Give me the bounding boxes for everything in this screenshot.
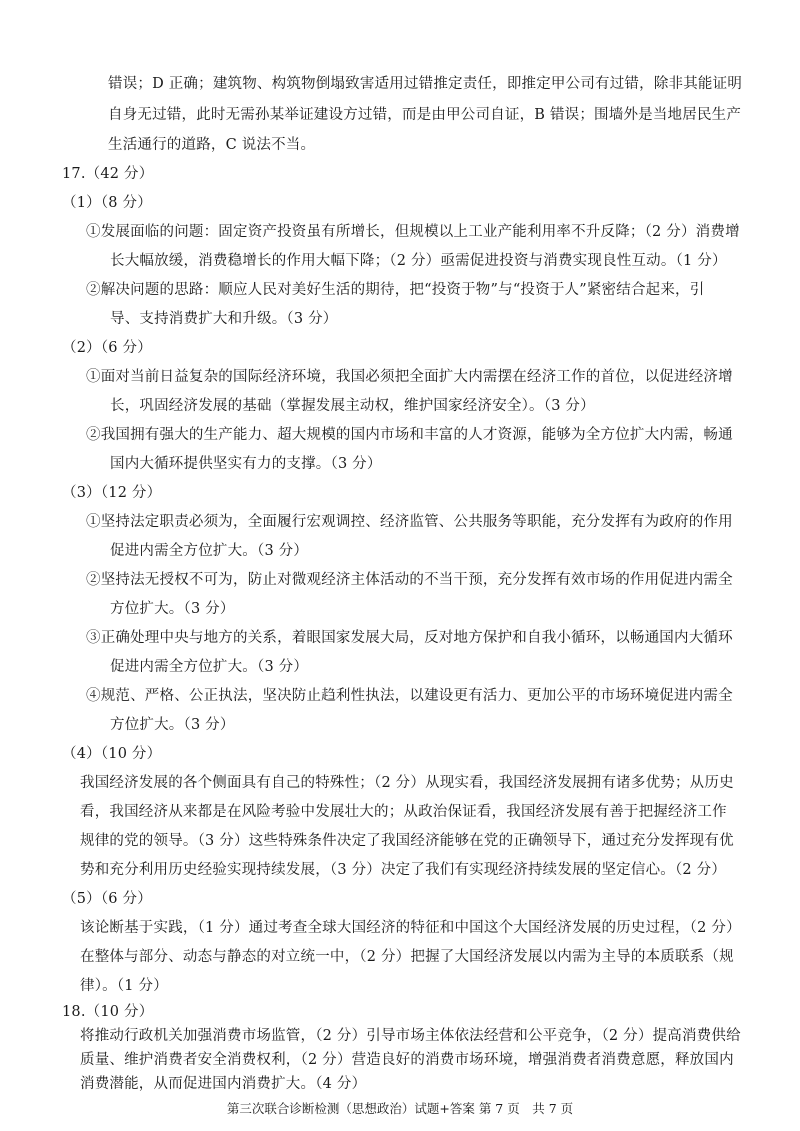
- q17-part3-point1-line1: ①坚持法定职责必须为，全面履行宏观调控、经济监管、公共服务等职能，充分发挥有为政府的作用: [86, 514, 733, 530]
- q17-part3-point4-line2: 方位扩大。（3 分）: [110, 717, 235, 733]
- q17-part2-label: （2）（6 分）: [62, 340, 152, 356]
- q17-part4-line4: 势和充分利用历史经验实现持续发展，（3 分）决定了我们有实现经济持续发展的坚定信心。（2 分）: [80, 862, 727, 878]
- q17-part3-point3-line1: ③正确处理中央与地方的关系，着眼国家发展大局，反对地方保护和自我小循环，以畅通国内大循环: [86, 630, 733, 646]
- q17-part3-point4-line1: ④规范、严格、公正执法，坚决防止趋利性执法，以建设更有活力、更加公平的市场环境促进内需全: [86, 688, 733, 704]
- q17-part1-point2-line2: 导、支持消费扩大和升级。（3 分）: [110, 311, 338, 327]
- q18-line2: 质量、维护消费者安全消费权利，（2 分）营造良好的消费市场环境，增强消费者消费意愿，释放国内: [80, 1052, 734, 1068]
- q17-part2-point2-line2: 国内大循环提供坚实有力的支撑。（3 分）: [110, 456, 382, 472]
- q17-part3-point1-line2: 促进内需全方位扩大。（3 分）: [110, 543, 309, 559]
- q18-line1: 将推动行政机关加强消费市场监管，（2 分）引导市场主体依法经营和公平竞争，（2 分）提高消费供给: [80, 1028, 741, 1044]
- q17-part1-point1-line2: 长大幅放缓，消费稳增长的作用大幅下降；（2 分）亟需促进投资与消费实现良性互动。（1 分）: [110, 253, 727, 269]
- q17-part3-label: （3）（12 分）: [62, 485, 162, 501]
- q17-part5-line3: 律）。（1 分）: [80, 978, 168, 994]
- q17-part5-line1: 该论断基于实践，（1 分）通过考查全球大国经济的特征和中国这个大国经济发展的历史过程，（2 分）: [80, 920, 741, 936]
- q17-part1-label: （1）（8 分）: [62, 195, 152, 211]
- q17-part4-line3: 规律的党的领导。（3 分）这些特殊条件决定了我国经济能够在党的正确领导下，通过充分发挥现有优: [80, 833, 734, 849]
- q17-part4-line1: 我国经济发展的各个侧面具有自己的特殊性；（2 分）从现实看，我国经济发展拥有诸多优势；从历史: [80, 775, 734, 791]
- answer-16-line-1: 错误；D 正确；建筑物、构筑物倒塌致害适用过错推定责任，即推定甲公司有过错，除非其能证明: [108, 76, 743, 92]
- q17-part3-point2-line2: 方位扩大。（3 分）: [110, 601, 235, 617]
- answer-16-line-2: 自身无过错，此时无需孙某举证建设方过错，而是由甲公司自证，B 错误；围墙外是当地居民生产: [108, 107, 742, 123]
- question-18-heading: 18.（10 分）: [62, 1004, 154, 1020]
- q17-part4-label: （4）（10 分）: [62, 746, 162, 762]
- q17-part2-point1-line2: 长，巩固经济发展的基础（掌握发展主动权，维护国家经济安全）。（3 分）: [110, 398, 595, 414]
- q17-part2-point1-line1: ①面对当前日益复杂的国际经济环境，我国必须把全面扩大内需摆在经济工作的首位，以促进经济增: [86, 369, 733, 385]
- q17-part1-point2-line1: ②解决问题的思路：顺应人民对美好生活的期待，把“投资于物”与“投资于人”紧密结合起来，引: [86, 282, 705, 298]
- q17-part5-line2: 在整体与部分、动态与静态的对立统一中，（2 分）把握了大国经济发展以内需为主导的本质联系（规: [80, 949, 734, 965]
- question-17-heading: 17.（42 分）: [62, 166, 154, 182]
- q17-part1-point1-line1: ①发展面临的问题：固定资产投资虽有所增长，但规模以上工业产能利用率不升反降；（2 分）消费增: [86, 224, 740, 240]
- q17-part3-point2-line1: ②坚持法无授权不可为，防止对微观经济主体活动的不当干预，充分发挥有效市场的作用促进内需全: [86, 572, 733, 588]
- q17-part5-label: （5）（6 分）: [62, 891, 152, 907]
- q18-line3: 消费潜能，从而促进国内消费扩大。（4 分）: [80, 1076, 367, 1092]
- q17-part3-point3-line2: 促进内需全方位扩大。（3 分）: [110, 659, 309, 675]
- q17-part4-line2: 看，我国经济从来都是在风险考验中发展壮大的；从政治保证看，我国经济发展有善于把握经济工作: [80, 804, 727, 820]
- answer-16-line-3: 生活通行的道路，C 说法不当。: [108, 137, 316, 153]
- page-footer: 第三次联合诊断检测（思想政治）试题+答案 第 7 页 共 7 页: [226, 1101, 574, 1116]
- q17-part2-point2-line1: ②我国拥有强大的生产能力、超大规模的国内市场和丰富的人才资源，能够为全方位扩大内需，畅通: [86, 427, 733, 443]
